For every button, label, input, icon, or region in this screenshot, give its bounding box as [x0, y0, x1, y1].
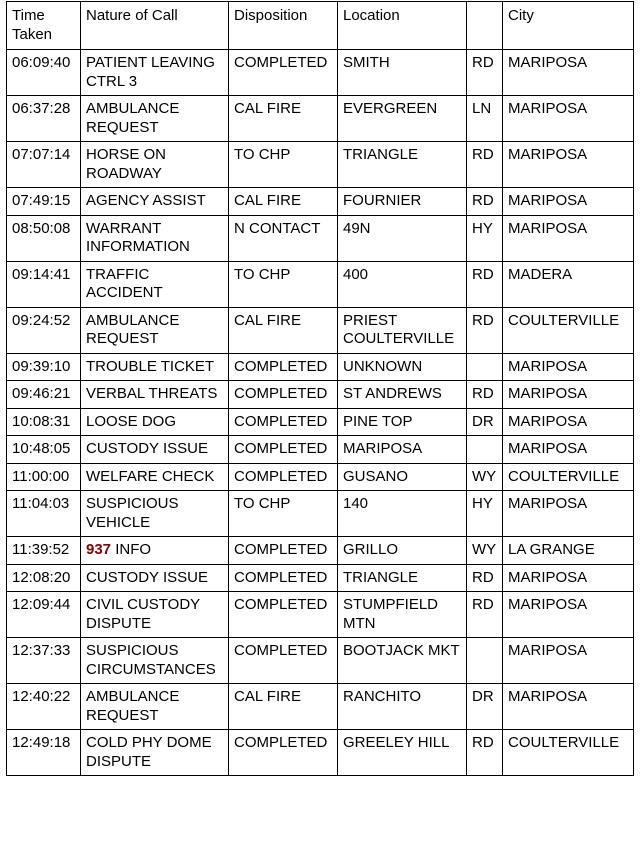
location-cell: EVERGREEN — [338, 96, 467, 142]
time-cell: 10:48:05 — [7, 436, 81, 464]
location-cell: RANCHITO — [338, 684, 467, 730]
time-cell: 06:37:28 — [7, 96, 81, 142]
location-cell: 140 — [338, 491, 467, 537]
time-cell: 09:39:10 — [7, 354, 81, 382]
table-row — [7, 381, 634, 409]
table-row — [7, 262, 634, 308]
city-cell: MARIPOSA — [503, 565, 634, 593]
location-cell: 400 — [338, 262, 467, 308]
nature-cell: TROUBLE TICKET — [81, 354, 229, 382]
city-cell: MARIPOSA — [503, 354, 634, 382]
location-cell: FOURNIER — [338, 188, 467, 216]
header-row — [7, 2, 634, 50]
nature-cell: AGENCY ASSIST — [81, 188, 229, 216]
disposition-cell: COMPLETED — [229, 409, 338, 437]
street-suffix-cell: RD — [467, 730, 503, 776]
table-row — [7, 592, 634, 638]
location-cell: 49N — [338, 216, 467, 262]
table-row — [7, 409, 634, 437]
nature-cell: WELFARE CHECK — [81, 464, 229, 492]
time-cell: 10:08:31 — [7, 409, 81, 437]
time-cell: 11:00:00 — [7, 464, 81, 492]
street-suffix-cell: RD — [467, 50, 503, 96]
nature-cell: WARRANT INFORMATION — [81, 216, 229, 262]
city-cell: MARIPOSA — [503, 50, 634, 96]
nature-cell: AMBULANCE REQUEST — [81, 308, 229, 354]
time-cell: 07:07:14 — [7, 142, 81, 188]
disposition-cell: COMPLETED — [229, 730, 338, 776]
city-cell: MARIPOSA — [503, 491, 634, 537]
time-cell: 11:04:03 — [7, 491, 81, 537]
disposition-cell: COMPLETED — [229, 464, 338, 492]
disposition-cell: COMPLETED — [229, 381, 338, 409]
street-suffix-cell: RD — [467, 188, 503, 216]
street-suffix-cell: RD — [467, 262, 503, 308]
call-log-table — [6, 1, 634, 776]
time-cell: 12:40:22 — [7, 684, 81, 730]
street-suffix-cell — [467, 638, 503, 684]
location-cell: GUSANO — [338, 464, 467, 492]
street-suffix-cell — [467, 436, 503, 464]
street-suffix-cell: WY — [467, 537, 503, 565]
street-suffix-cell — [467, 354, 503, 382]
location-cell: PINE TOP — [338, 409, 467, 437]
street-suffix-cell: HY — [467, 216, 503, 262]
table-row — [7, 436, 634, 464]
table-row — [7, 96, 634, 142]
street-suffix-cell: DR — [467, 684, 503, 730]
city-cell: COULTERVILLE — [503, 308, 634, 354]
table-row — [7, 50, 634, 96]
city-cell: MARIPOSA — [503, 216, 634, 262]
location-cell: TRIANGLE — [338, 565, 467, 593]
call-code: 937 — [86, 541, 112, 558]
location-cell: TRIANGLE — [338, 142, 467, 188]
disposition-cell: COMPLETED — [229, 50, 338, 96]
disposition-cell: COMPLETED — [229, 436, 338, 464]
location-cell: GREELEY HILL — [338, 730, 467, 776]
nature-cell: CUSTODY ISSUE — [81, 565, 229, 593]
location-cell: UNKNOWN — [338, 354, 467, 382]
header-time-taken: Time Taken — [7, 2, 81, 50]
city-cell: MARIPOSA — [503, 142, 634, 188]
location-cell: STUMPFIELD MTN — [338, 592, 467, 638]
table-row — [7, 464, 634, 492]
time-cell: 09:24:52 — [7, 308, 81, 354]
nature-cell: CIVIL CUSTODY DISPUTE — [81, 592, 229, 638]
location-cell: PRIEST COULTERVILLE — [338, 308, 467, 354]
disposition-cell: TO CHP — [229, 491, 338, 537]
location-cell: SMITH — [338, 50, 467, 96]
disposition-cell: TO CHP — [229, 142, 338, 188]
disposition-cell: COMPLETED — [229, 592, 338, 638]
nature-cell: VERBAL THREATS — [81, 381, 229, 409]
time-cell: 09:14:41 — [7, 262, 81, 308]
nature-cell: AMBULANCE REQUEST — [81, 96, 229, 142]
city-cell: MARIPOSA — [503, 638, 634, 684]
city-cell: COULTERVILLE — [503, 464, 634, 492]
table-row — [7, 537, 634, 565]
call-log-body — [7, 50, 634, 776]
time-cell: 09:46:21 — [7, 381, 81, 409]
location-cell: MARIPOSA — [338, 436, 467, 464]
table-row — [7, 684, 634, 730]
disposition-cell: CAL FIRE — [229, 188, 338, 216]
disposition-cell: N CONTACT — [229, 216, 338, 262]
city-cell: COULTERVILLE — [503, 730, 634, 776]
table-row — [7, 491, 634, 537]
disposition-cell: CAL FIRE — [229, 684, 338, 730]
city-cell: MARIPOSA — [503, 436, 634, 464]
city-cell: LA GRANGE — [503, 537, 634, 565]
header-disposition: Disposition — [229, 2, 338, 50]
disposition-cell: COMPLETED — [229, 537, 338, 565]
table-row — [7, 638, 634, 684]
disposition-cell: CAL FIRE — [229, 96, 338, 142]
street-suffix-cell: DR — [467, 409, 503, 437]
header-city: City — [503, 2, 634, 50]
time-cell: 12:09:44 — [7, 592, 81, 638]
location-cell: ST ANDREWS — [338, 381, 467, 409]
street-suffix-cell: RD — [467, 308, 503, 354]
header-nature-of-call: Nature of Call — [81, 2, 229, 50]
time-cell: 11:39:52 — [7, 537, 81, 565]
table-row — [7, 142, 634, 188]
city-cell: MARIPOSA — [503, 96, 634, 142]
table-row — [7, 354, 634, 382]
time-cell: 12:08:20 — [7, 565, 81, 593]
nature-cell — [81, 537, 229, 565]
disposition-cell: TO CHP — [229, 262, 338, 308]
city-cell: MARIPOSA — [503, 409, 634, 437]
nature-cell: COLD PHY DOME DISPUTE — [81, 730, 229, 776]
nature-cell: SUSPICIOUS CIRCUMSTANCES — [81, 638, 229, 684]
nature-cell: LOOSE DOG — [81, 409, 229, 437]
city-cell: MADERA — [503, 262, 634, 308]
time-cell: 08:50:08 — [7, 216, 81, 262]
city-cell: MARIPOSA — [503, 188, 634, 216]
location-cell: BOOTJACK MKT — [338, 638, 467, 684]
disposition-cell: COMPLETED — [229, 638, 338, 684]
city-cell: MARIPOSA — [503, 592, 634, 638]
city-cell: MARIPOSA — [503, 381, 634, 409]
street-suffix-cell: HY — [467, 491, 503, 537]
location-cell: GRILLO — [338, 537, 467, 565]
city-cell: MARIPOSA — [503, 684, 634, 730]
nature-cell: AMBULANCE REQUEST — [81, 684, 229, 730]
time-cell: 06:09:40 — [7, 50, 81, 96]
table-row — [7, 308, 634, 354]
street-suffix-cell: RD — [467, 142, 503, 188]
nature-cell: TRAFFIC ACCIDENT — [81, 262, 229, 308]
disposition-cell: CAL FIRE — [229, 308, 338, 354]
table-row — [7, 730, 634, 776]
nature-text: INFO — [115, 541, 152, 558]
header-location: Location — [338, 2, 467, 50]
time-cell: 07:49:15 — [7, 188, 81, 216]
street-suffix-cell: RD — [467, 592, 503, 638]
disposition-cell: COMPLETED — [229, 354, 338, 382]
time-cell: 12:49:18 — [7, 730, 81, 776]
table-row — [7, 216, 634, 262]
nature-cell: PATIENT LEAVING CTRL 3 — [81, 50, 229, 96]
street-suffix-cell: LN — [467, 96, 503, 142]
disposition-cell: COMPLETED — [229, 565, 338, 593]
street-suffix-cell: RD — [467, 565, 503, 593]
nature-cell: SUSPICIOUS VEHICLE — [81, 491, 229, 537]
time-cell: 12:37:33 — [7, 638, 81, 684]
table-row — [7, 565, 634, 593]
street-suffix-cell: RD — [467, 381, 503, 409]
nature-cell: HORSE ON ROADWAY — [81, 142, 229, 188]
nature-cell: CUSTODY ISSUE — [81, 436, 229, 464]
header-street-suffix — [467, 2, 503, 50]
table-row — [7, 188, 634, 216]
street-suffix-cell: WY — [467, 464, 503, 492]
